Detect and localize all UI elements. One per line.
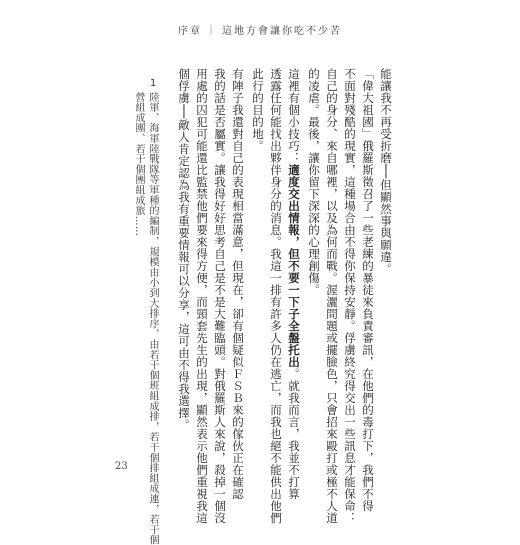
text-column-8: 此行的目的地。 — [251, 68, 265, 152]
text-column-10: 我的話是否屬實。讓我得好好思考自己是不是大難臨頭。對俄羅斯人來說，殺掉一個沒 — [213, 68, 227, 524]
text-column-5: 的凌虐。最後，讓你留下深深的心理創傷。 — [307, 68, 321, 296]
text-column-4: 自己的身分、來自哪裡，以及為何而戰。渥灑問題或擺臉色，只會招來毆打或極不人道 — [325, 68, 339, 524]
chapter-title: 這地方會讓你吃不少苦 — [222, 26, 342, 37]
text-column-11: 用處的囚犯可能還比監禁他們要來得方便，而頸套先生的出現，顯然表示他們重視我這 — [195, 68, 209, 524]
text-column-1: 能讓我不再受折磨──但顯然事與願違。 — [379, 68, 393, 275]
footnote-line-1: 陸軍、海軍陸戰隊等軍種的編制，規模由小到大排序，由若干個班組成排，若干個排組成連，若干個 — [147, 92, 158, 545]
column-6-lead: 這裡有個小技巧： — [287, 68, 301, 164]
footnote-number: 1 — [150, 78, 157, 89]
text-column-9: 有陣子我還對自己的表現相當滿意，但現在，卻有個疑似ＦＳＢ來的傢伙正在確認 — [231, 68, 245, 500]
running-header — [0, 22, 520, 37]
text-column-2: 「偉大祖國」俄羅斯徵召了一些老練的暴徒來負責審訊，在他們的毒打下，我們不得 — [361, 68, 375, 512]
page-number: 23 — [115, 461, 128, 472]
header-separator: ｜ — [206, 26, 218, 37]
emphasis-text: 適度交出情報，但不要一下子全盤托出 — [287, 164, 301, 368]
text-column-12: 個俘虜──敵人肯定認為我有重要情報可以分享，這可由不得我選擇。 — [177, 68, 191, 431]
footnote-line-2: 營組成團、若干個團組成旅…… — [133, 92, 144, 237]
text-column-3: 不面對殘酷的現實，這種場合由不得你保持安靜。俘虜終究得交出一些訊息才能保命： — [343, 68, 357, 524]
text-column-7: 透露任何能找出夥伴身分的消息。我這一排有許多人仍在逃亡，而我也絕不能供出他們 — [269, 68, 283, 524]
column-6-tail: 。就我而言，我並不打算 — [287, 368, 301, 500]
text-column-6 — [286, 68, 301, 500]
chapter-label: 序章 — [178, 26, 202, 37]
